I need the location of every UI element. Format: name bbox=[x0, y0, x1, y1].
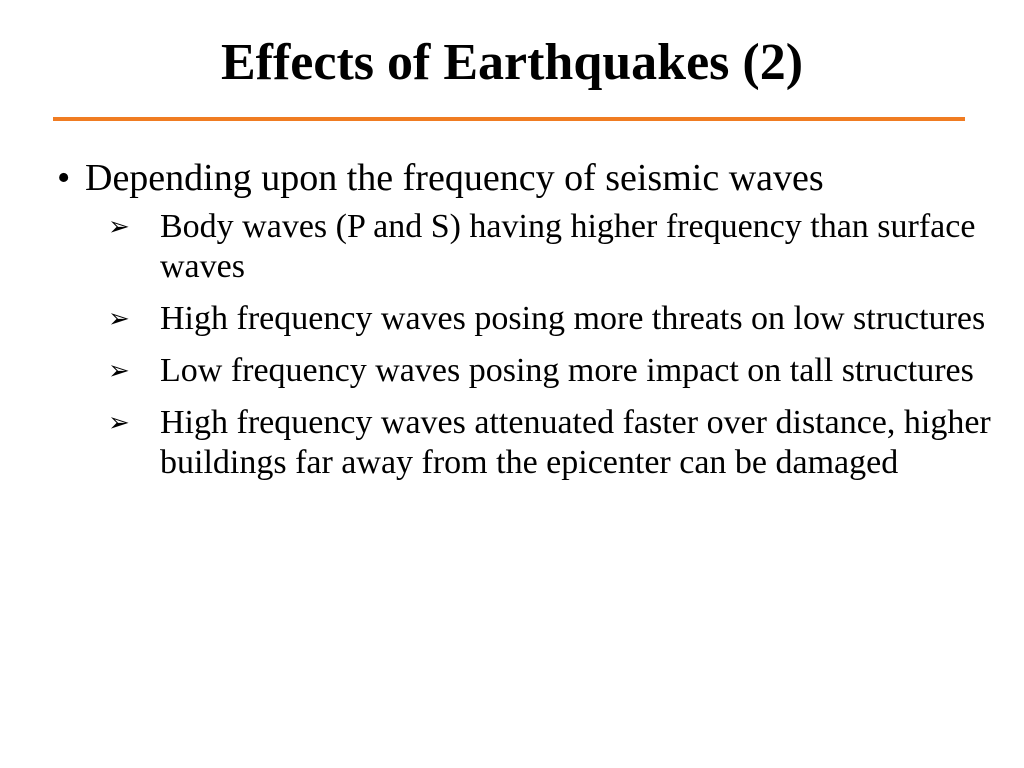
sub-bullet-text: High frequency waves attenuated faster over distance, higher buildings far away from the epicenter can be damaged bbox=[160, 404, 991, 481]
sub-bullet-text: High frequency waves posing more threats on low structures bbox=[160, 300, 986, 337]
arrow-bullet-icon: ➢ bbox=[108, 408, 130, 438]
title-underline bbox=[53, 117, 965, 121]
main-bullet-text: Depending upon the frequency of seismic waves bbox=[85, 157, 824, 199]
bullet-dot-icon: • bbox=[57, 157, 71, 199]
sub-bullet-item bbox=[108, 351, 1013, 391]
main-bullet bbox=[57, 156, 997, 200]
arrow-bullet-icon: ➢ bbox=[108, 304, 130, 334]
slide-title: Effects of Earthquakes (2) bbox=[220, 34, 804, 91]
arrow-bullet-icon: ➢ bbox=[108, 356, 130, 386]
sub-bullet-item bbox=[108, 299, 1013, 339]
sub-bullet-text: Body waves (P and S) having higher frequency than surface waves bbox=[160, 208, 976, 285]
sub-bullet-text: Low frequency waves posing more impact on tall structures bbox=[160, 352, 974, 389]
sub-bullet-item bbox=[108, 403, 1013, 483]
sub-bullet-list bbox=[108, 207, 1013, 495]
sub-bullet-item bbox=[108, 207, 1013, 287]
arrow-bullet-icon: ➢ bbox=[108, 212, 130, 242]
